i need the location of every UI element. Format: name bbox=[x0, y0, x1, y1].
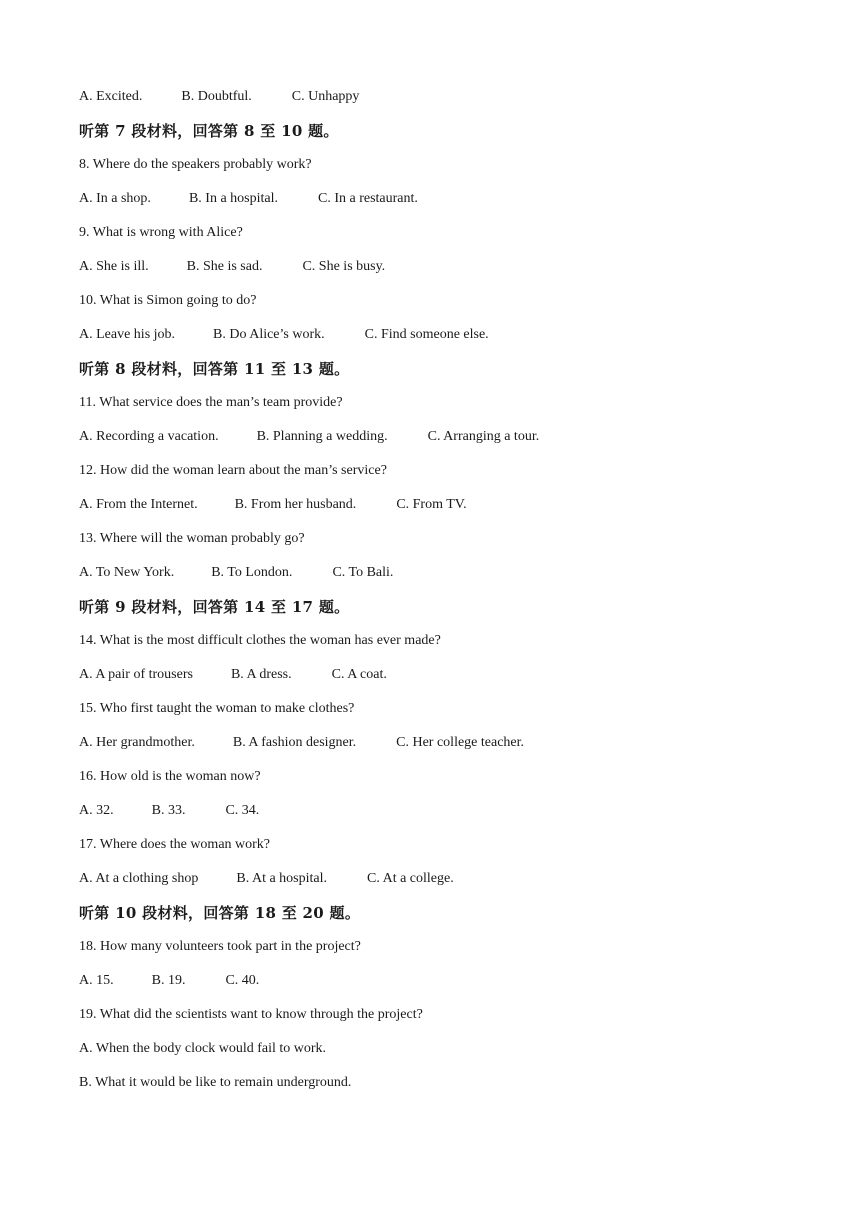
answer-option: B. A dress. bbox=[230, 667, 292, 682]
section-heading: 听第 7 段材料，回答第 8 至 10 题。 bbox=[79, 122, 339, 140]
answer-option: B. At a hospital. bbox=[236, 871, 328, 886]
question-text: 16. How old is the woman now? bbox=[79, 769, 261, 784]
question-text: A. When the body clock would fail to work. bbox=[79, 1041, 327, 1056]
question-text: 17. Where does the woman work? bbox=[79, 837, 271, 852]
answer-option: B. Planning a wedding. bbox=[256, 429, 388, 444]
question-text: 11. What service does the man’s team provide? bbox=[79, 395, 343, 410]
answer-options bbox=[79, 324, 839, 358]
question-text: 18. How many volunteers took part in the project? bbox=[79, 939, 361, 954]
question-text: 15. Who first taught the woman to make clothes? bbox=[79, 701, 355, 716]
answer-options bbox=[79, 256, 839, 290]
answer-option: A. 15. bbox=[79, 973, 114, 988]
answer-options bbox=[79, 868, 839, 902]
answer-option: A. A pair of trousers bbox=[79, 667, 193, 682]
question-text: 19. What did the scientists want to know through the project? bbox=[79, 1007, 423, 1022]
answer-option: C. Arranging a tour. bbox=[427, 429, 540, 444]
answer-option: C. A coat. bbox=[331, 667, 387, 682]
answer-options bbox=[79, 664, 839, 698]
answer-option: C. In a restaurant. bbox=[317, 191, 418, 206]
section-heading: 听第 8 段材料，回答第 11 至 13 题。 bbox=[79, 360, 350, 378]
answer-options bbox=[79, 426, 839, 460]
question-text: 14. What is the most difficult clothes the woman has ever made? bbox=[79, 633, 441, 648]
answer-options bbox=[79, 562, 839, 596]
question-text: 10. What is Simon going to do? bbox=[79, 293, 257, 308]
answer-option: B. To London. bbox=[211, 565, 293, 580]
answer-option: A. Leave his job. bbox=[79, 327, 176, 342]
question-text: 12. How did the woman learn about the man’s service? bbox=[79, 463, 387, 478]
answer-option: B. Do Alice’s work. bbox=[213, 327, 325, 342]
answer-options bbox=[79, 188, 839, 222]
answer-option: B. She is sad. bbox=[186, 259, 263, 274]
answer-options bbox=[79, 732, 839, 766]
answer-option: A. From the Internet. bbox=[79, 497, 198, 512]
answer-option: B. 19. bbox=[151, 973, 186, 988]
answer-option: A. To New York. bbox=[79, 565, 175, 580]
answer-option: C. Unhappy bbox=[291, 89, 360, 104]
question-text: 13. Where will the woman probably go? bbox=[79, 531, 305, 546]
answer-option: C. From TV. bbox=[396, 497, 467, 512]
answer-option: B. A fashion designer. bbox=[232, 735, 357, 750]
answer-options bbox=[79, 494, 839, 528]
question-text: 8. Where do the speakers probably work? bbox=[79, 157, 312, 172]
answer-option: B. In a hospital. bbox=[188, 191, 278, 206]
question-text: B. What it would be like to remain underground. bbox=[79, 1075, 352, 1090]
answer-option: A. Recording a vacation. bbox=[79, 429, 219, 444]
answer-option: B. From her husband. bbox=[234, 497, 357, 512]
answer-option: A. In a shop. bbox=[79, 191, 151, 206]
section-heading: 听第 10 段材料，回答第 18 至 20 题。 bbox=[79, 904, 361, 922]
answer-option: A. Excited. bbox=[79, 89, 143, 104]
answer-options bbox=[79, 970, 839, 1004]
answer-option: C. 40. bbox=[225, 973, 260, 988]
answer-option: C. At a college. bbox=[367, 871, 454, 886]
answer-option: B. 33. bbox=[151, 803, 186, 818]
answer-option: A. 32. bbox=[79, 803, 114, 818]
answer-option: B. Doubtful. bbox=[181, 89, 252, 104]
answer-option: A. At a clothing shop bbox=[79, 871, 199, 886]
answer-option: A. She is ill. bbox=[79, 259, 149, 274]
answer-option: C. She is busy. bbox=[302, 259, 386, 274]
answer-option: A. Her grandmother. bbox=[79, 735, 195, 750]
answer-option: C. 34. bbox=[225, 803, 260, 818]
answer-option: C. Find someone else. bbox=[364, 327, 489, 342]
question-text: 9. What is wrong with Alice? bbox=[79, 225, 243, 240]
answer-option: C. To Bali. bbox=[332, 565, 394, 580]
answer-option: C. Her college teacher. bbox=[396, 735, 525, 750]
answer-options bbox=[79, 800, 839, 834]
document-page bbox=[79, 86, 839, 1106]
answer-options bbox=[79, 86, 839, 120]
section-heading: 听第 9 段材料，回答第 14 至 17 题。 bbox=[79, 598, 350, 616]
